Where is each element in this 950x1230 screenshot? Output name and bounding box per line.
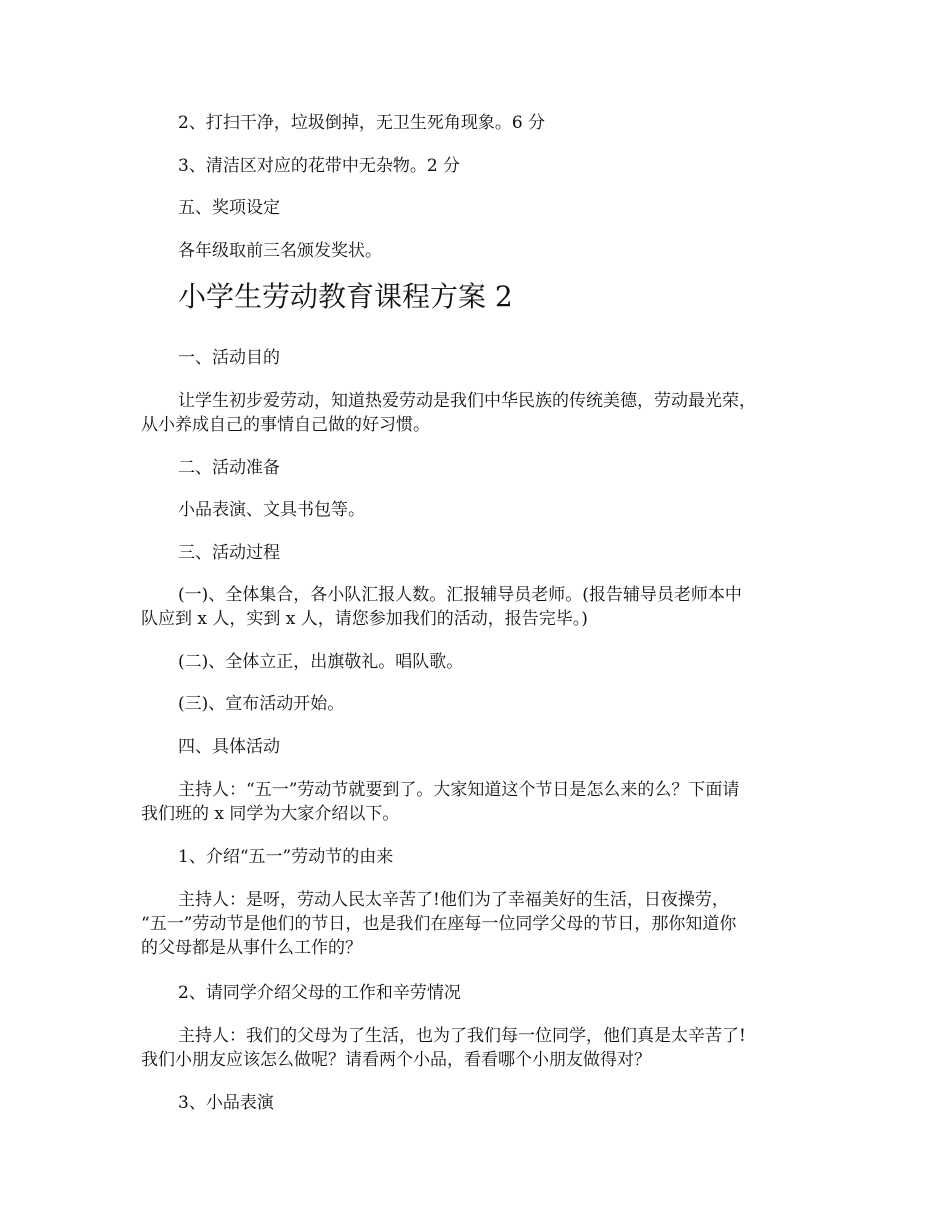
paragraph-purpose-line-2: 从小养成自己的事情自己做的好习惯。 (141, 415, 430, 435)
paragraph-activity-start: (三)、宣布活动开始。 (178, 694, 345, 714)
paragraph-host-parents-line-2: 我们小朋友应该怎么做呢？请看两个小品，看看哪个小朋友做得对？ (141, 1050, 651, 1070)
paragraph-preparation: 小品表演、文具书包等。 (178, 500, 365, 520)
section-heading-awards: 五、奖项设定 (178, 198, 280, 218)
paragraph-gathering-line-2: 队应到 x 人，实到 x 人，请您参加我们的活动，报告完毕。) (141, 609, 588, 629)
section-heading-preparation: 二、活动准备 (178, 458, 280, 478)
paragraph-flag-salute: (二)、全体立正，出旗敬礼。唱队歌。 (178, 652, 464, 672)
paragraph-purpose-line-1: 让学生初步爱劳动，知道热爱劳动是我们中华民族的传统美德，劳动最光荣， (178, 391, 756, 411)
list-item-parents-work: 2、请同学介绍父母的工作和辛劳情况 (178, 983, 461, 1003)
list-item-skit: 3、小品表演 (178, 1093, 274, 1113)
section-heading-process: 三、活动过程 (178, 543, 280, 563)
section-heading-activities: 四、具体活动 (178, 737, 280, 757)
paragraph-awards: 各年级取前三名颁发奖状。 (178, 241, 382, 261)
paragraph-host-workers-line-3: 的父母都是从事什么工作的？ (141, 938, 362, 958)
document-title: 小学生劳动教育课程方案 2 (178, 280, 513, 313)
list-item-flowerbed: 3、清洁区对应的花带中无杂物。2 分 (178, 156, 461, 176)
paragraph-host-workers-line-2: “五一”劳动节是他们的节日，也是我们在座每一位同学父母的节日，那你知道你 (141, 914, 737, 934)
paragraph-host-intro-line-1: 主持人：“五一”劳动节就要到了。大家知道这个节日是怎么来的么？下面请 (178, 780, 740, 800)
list-item-clean-sweep: 2、打扫干净，垃圾倒掉，无卫生死角现象。6 分 (178, 113, 546, 133)
paragraph-host-intro-line-2: 我们班的 x 同学为大家介绍以下。 (141, 804, 400, 824)
paragraph-host-parents-line-1: 主持人：我们的父母为了生活，也为了我们每一位同学，他们真是太辛苦了! (178, 1026, 746, 1046)
list-item-may-day-origin: 1、介绍“五一”劳动节的由来 (178, 847, 394, 867)
section-heading-purpose: 一、活动目的 (178, 348, 280, 368)
paragraph-host-workers-line-1: 主持人：是呀，劳动人民太辛苦了!他们为了幸福美好的生活，日夜操劳， (178, 890, 729, 910)
paragraph-gathering-line-1: (一)、全体集合，各小队汇报人数。汇报辅导员老师。(报告辅导员老师本中 (178, 585, 742, 605)
